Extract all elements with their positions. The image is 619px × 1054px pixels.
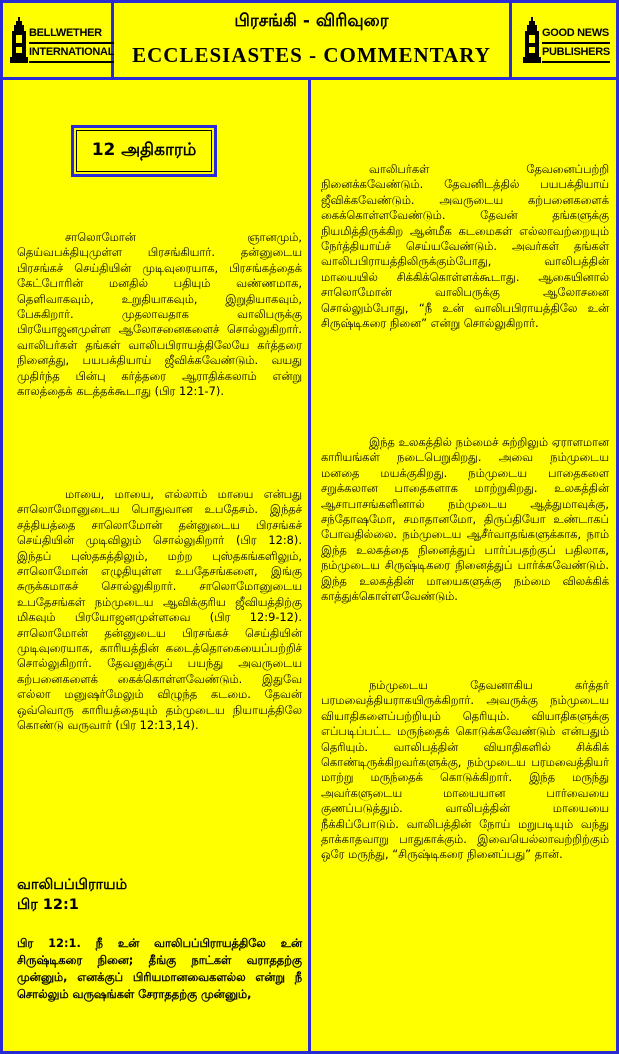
left-paragraph-1: சாலொமோன் ஞானமும், தெய்வபக்தியுமுள்ள பிரசங்கியார். தன்னுடைய பிரசங்கச் செய்தியின் முடிவுரையாக, பிரசங்கத்தைக் கேட்போரின் மனதில் பதியும் வண்ணமாக, தெளிவாகவும், உறுதியாகவும், இறுதியாகவும், பேசுகிறார். முதலாவதாக வாலிபருக்கு பிரயோஜனமுள்ள ஆலோசனைகளைச் சொல்லுகிறார். வாலிபர்கள் தங்கள் வாலிபபிராயத்திலேயே கர்த்தரை நினைத்து, பயபக்தியாய் ஜீவிக்கவேண்டும். வயது முதிர்ந்த பின்பு கர்த்தரை ஆராதிக்கலாம் என்று காலத்தைக் கடத்தக்கூடாது (பிர 12:1-7). <box>17 230 302 399</box>
left-paragraph-2: மாயை, மாயை, எல்லாம் மாயை என்பது சாலொமோனுடைய பொதுவான உபதேசம். இந்தச் சத்தியத்தை சாலொமோன் தன்னுடைய பிரசங்கச் செய்தியின் முடிவிலும் சொல்லுகிறார் (பிர 12:8). இந்தப் புஸ்தகத்திலும், மற்ற புஸ்தகங்களிலும், சாலொமோன் எழுதியுள்ள உபதேசங்களை, இங்கு சுருக்கமாகச் சொல்லுகிறார். சாலொமோனுடைய உபதேசங்கள் நம்முடைய ஆவிக்குரிய ஜீவியத்திற்கு மிகவும் பிரயோஜனமுள்ளவை (பிர 12:9-12). சாலொமோன் தன்னுடைய பிரசங்கச் செய்தியின் முடிவுரையாக, காரியத்தின் கடைத்தொகையைப்பற்றிச் சொல்லுகிறார். தேவனுக்குப் பயந்து அவருடைய கற்பனைகளைக் கைக்கொள்ளவேண்டும். இதுவே எல்லா மனுஷர்மேலும் விழுந்த கடமை. தேவன் ஒவ்வொரு காரியத்தையும் தம்முடைய நியாயத்திலே கொண்டு வருவார் (பிர 12:13,14). <box>17 487 302 733</box>
right-column <box>311 80 616 1051</box>
right-paragraph-1: வாலிபர்கள் தேவனைப்பற்றி நினைக்கவேண்டும். தேவனிடத்தில் பயபக்தியாய் ஜீவிக்கவேண்டும். அவருடைய கற்பனைகளைக் கைக்கொள்ளவேண்டும். தேவன் தங்களுக்கு நியமித்திருக்கிற ஆன்மீக கடமைகள் எல்லாவற்றையும் நேர்த்தியாய்ச் செய்யவேண்டும். அவர்கள் தங்கள் வாலிபபிராயத்திலிருக்கும்போது, வாலிபத்தின் மாயையில் சிக்கிக்கொள்ளக்கூடாது. ஆகையினால் சாலொமோன் வாலிபருக்கு ஆலோசனை சொல்லும்போது, “நீ உன் வாலிபபிராயத்திலே உன் சிருஷ்டிகரை நினை” என்று சொல்லுகிறார். <box>321 162 609 331</box>
bell-tower-icon <box>522 17 542 63</box>
bell-tower-icon <box>9 17 29 63</box>
header-right-logo-panel <box>512 3 616 77</box>
title-english: ECCLESIASTES - COMMENTARY <box>132 43 491 67</box>
chapter-label: 12 அதிகாரம் <box>71 125 217 177</box>
left-column <box>3 80 308 1051</box>
title-tamil: பிரசங்கி - விரிவுரை <box>234 11 389 31</box>
section-heading-title: வாலிபப்பிராயம் <box>17 877 128 893</box>
verse-text: பிர 12:1. நீ உன் வாலிபப்பிராயத்திலே உன் சிருஷ்டிகரை நினை; தீங்கு நாட்கள் வராததற்கு முன்னும், எனக்குப் பிரியமானவைகளல்ல என்று நீ சொல்லும் வருஷங்கள் சேராததற்கு முன்னும், <box>17 936 302 1001</box>
logo-line-1: GOOD NEWS <box>542 25 610 44</box>
bellwether-logo <box>9 17 115 65</box>
right-paragraph-2: இந்த உலகத்தில் நம்மைச் சுற்றிலும் ஏராளமான காரியங்கள் நடைபெறுகிறது. அவை நம்முடைய மனதை மயக்குகிறது. நம்முடைய பாதைகளை சறுக்கலான பாதைகளாக மாற்றுகிறது. உலகத்தின் ஆசாபாசங்களினால் நம்முடைய ஆத்துமாவுக்கு, சந்தோஷமோ, சமாதானமோ, திருப்தியோ உண்டாகப் போவதில்லை. நம்முடைய ஆசீர்வாதங்களுக்காக, நாம் இந்த உலகத்தை நினைத்துப் பார்ப்பதற்குப் பதிலாக, நம்முடைய சிருஷ்டிகரை நினைத்துப் பார்க்கவேண்டும். இந்த உலகத்தின் மாயைகளுக்கு நம்மை விலக்கிக் காத்துக்கொள்ளவேண்டும். <box>321 435 609 604</box>
section-heading <box>17 875 127 915</box>
header-title-panel <box>114 3 509 77</box>
logo-line-1: BELLWETHER <box>29 25 114 44</box>
right-paragraph-3: நம்முடைய தேவனாகிய கர்த்தர் பரமவைத்தியராகயிருக்கிறார். அவருக்கு நம்முடைய வியாதிகளைப்பற்றியும் தெரியும். வியாதிகளுக்கு எப்படிப்பட்ட மருந்தைக் கொடுக்கவேண்டும் என்பதும் தெரியும். வாலிபத்தின் வியாதிகளில் சிக்கிக் கொண்டிருக்கிறவர்களுக்கு, நம்முடைய பரமவைத்தியர் மாற்று மருந்தைக் கொடுக்கிறார். இந்த மருந்து அவர்களுடைய மாயையான பார்வையை குணப்படுத்தும். வாலிபத்தின் மாயையை நீக்கிப்போடும். வாலிபத்தின் நோய் மறுபடியும் வந்து தாக்காதவாறு பாதுகாக்கும். இவையெல்லாவற்றிற்கும் ஒரே மருந்து, “சிருஷ்டிகரை நினைப்பது” தான். <box>321 678 609 862</box>
logo-line-2: INTERNATIONAL <box>29 44 114 63</box>
section-heading-reference: பிர 12:1 <box>17 897 79 913</box>
logo-line-2: PUBLISHERS <box>542 44 610 63</box>
header-left-logo-panel <box>3 3 115 77</box>
good-news-logo <box>522 17 618 65</box>
